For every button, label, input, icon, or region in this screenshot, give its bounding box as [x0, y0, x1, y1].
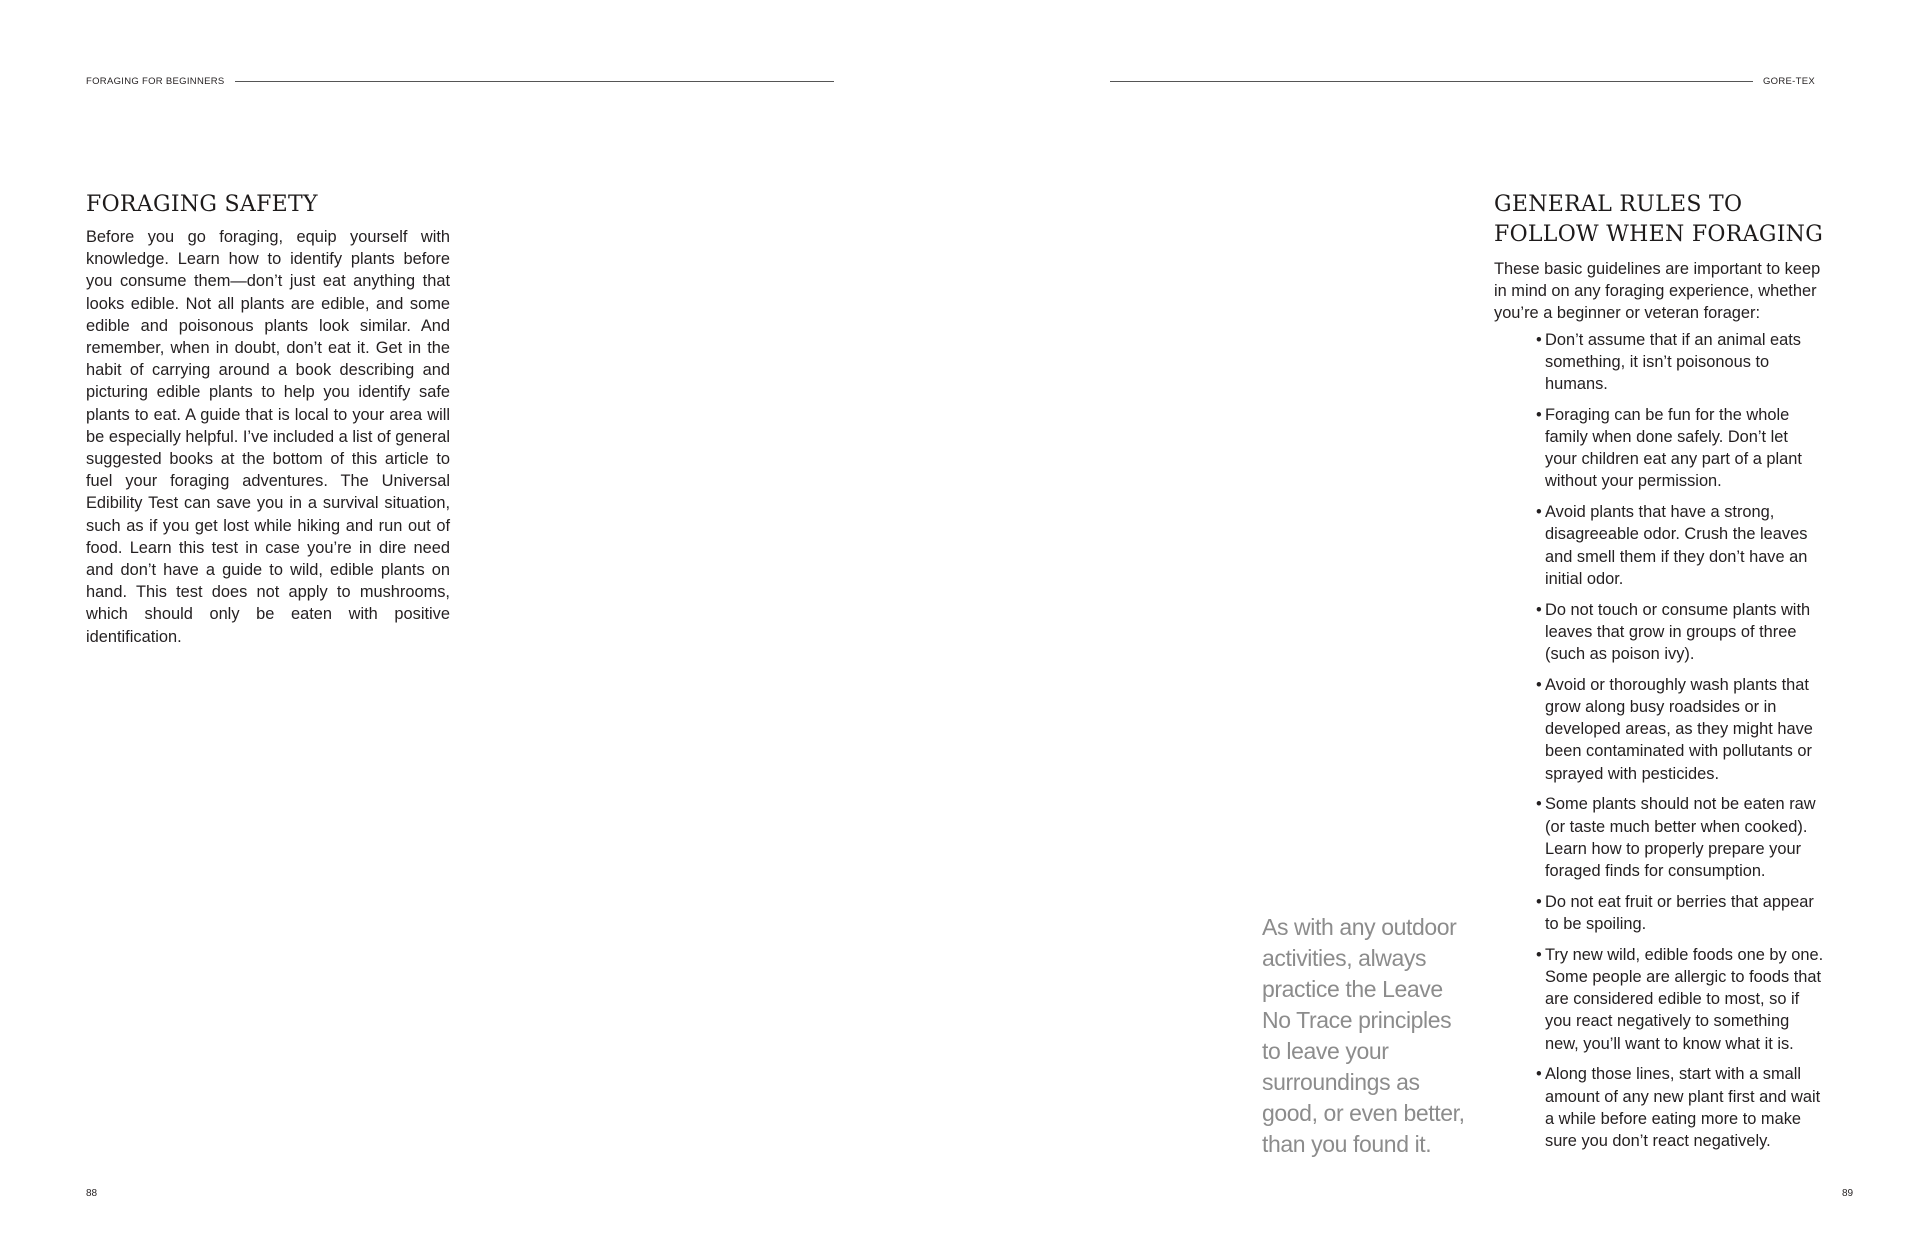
general-rules-heading: GENERAL RULES TO FOLLOW WHEN FORAGING — [1494, 192, 1824, 247]
running-head-right-label: GORE-TEX — [1762, 76, 1815, 87]
rule-text: Do not eat fruit or berries that appear to be spoiling. — [1545, 892, 1814, 934]
running-head-left — [86, 76, 834, 87]
rules-list — [1494, 329, 1824, 1153]
page-number-right: 89 — [1842, 1188, 1854, 1199]
running-head-left-label: FORAGING FOR BEGINNERS — [86, 76, 225, 87]
running-head-right-rule — [1110, 81, 1753, 82]
running-head-left-rule — [235, 81, 834, 82]
rule-text: Avoid or thoroughly wash plants that grow along busy roadsides or in developed areas, as they might have been contaminated with pollutants or sprayed with pesticides. — [1545, 675, 1813, 783]
rule-text: Avoid plants that have a strong, disagreeable odor. Crush the leaves and smell them if they don’t have an initial odor. — [1545, 503, 1808, 588]
general-rules-intro: These basic guidelines are important to keep in mind on any foraging experience, whether you’re a beginner or veteran forager: — [1494, 260, 1821, 323]
rule-text: Foraging can be fun for the whole family when done safely. Don’t let your children eat any part of a plant without your permission. — [1545, 405, 1802, 491]
rule-text: Some plants should not be eaten raw (or taste much better when cooked). Learn how to properly prepare your foraged finds for consumption. — [1545, 795, 1816, 881]
general-rules-section — [1494, 190, 1824, 1161]
list-item — [1536, 599, 1824, 666]
bullet: • — [1536, 503, 1542, 522]
foraging-safety-body: Before you go foraging, equip yourself with knowledge. Learn how to identify plants before you consume them—don’t just eat anything that looks edible. Not all plants are edible, and some edible and poisonous plants look similar. And remember, when in doubt, don’t eat it. Get in the habit of carrying around a book describing and picturing edible plants to help you identify safe plants to eat. A guide that is local to your area will be especially helpful. I’ve included a list of general suggested books at the bottom of this article to fuel your foraging adventures. The Universal Edibility Test can save you in a survival situation, such as if you get lost while hiking and run out of food. Learn this test in case you’re in dire need and don’t have a guide to wild, edible plants on hand. This test does not apply to mushrooms, which should only be eaten with positive identification. — [86, 228, 450, 646]
bullet: • — [1536, 675, 1542, 694]
page-number-left: 88 — [86, 1188, 98, 1199]
list-item — [1536, 404, 1824, 493]
bullet: • — [1536, 892, 1542, 911]
bullet: • — [1536, 600, 1542, 619]
list-item — [1536, 944, 1824, 1055]
rule-text: Try new wild, edible foods one by one. Some people are allergic to foods that are considered edible to most, so if you react negatively to something new, you’ll want to know what it is. — [1545, 945, 1824, 1053]
bullet: • — [1536, 1065, 1542, 1084]
bullet: • — [1536, 795, 1542, 814]
running-head-right — [1110, 76, 1815, 87]
list-item — [1536, 674, 1824, 785]
rule-text: Don’t assume that if an animal eats something, it isn’t poisonous to humans. — [1545, 330, 1802, 394]
bullet: • — [1536, 405, 1542, 424]
bullet: • — [1536, 945, 1542, 964]
list-item — [1536, 501, 1824, 590]
list-item — [1536, 329, 1824, 396]
list-item — [1536, 793, 1824, 882]
right-page — [960, 0, 1920, 1234]
rule-text: Along those lines, start with a small amount of any new plant first and wait a while before eating more to make sure you don’t react negatively. — [1545, 1065, 1821, 1151]
foraging-safety-section — [86, 190, 450, 648]
pull-quote: As with any outdoor activities, always practice the Leave No Trace principles to leave your surroundings as good, or even better, than you found it. — [1262, 914, 1465, 1157]
bullet: • — [1536, 330, 1542, 349]
rule-text: Do not touch or consume plants with leaves that grow in groups of three (such as poison ivy). — [1545, 600, 1811, 664]
foraging-safety-heading: FORAGING SAFETY — [86, 192, 318, 217]
list-item — [1536, 891, 1824, 935]
list-item — [1536, 1063, 1824, 1152]
